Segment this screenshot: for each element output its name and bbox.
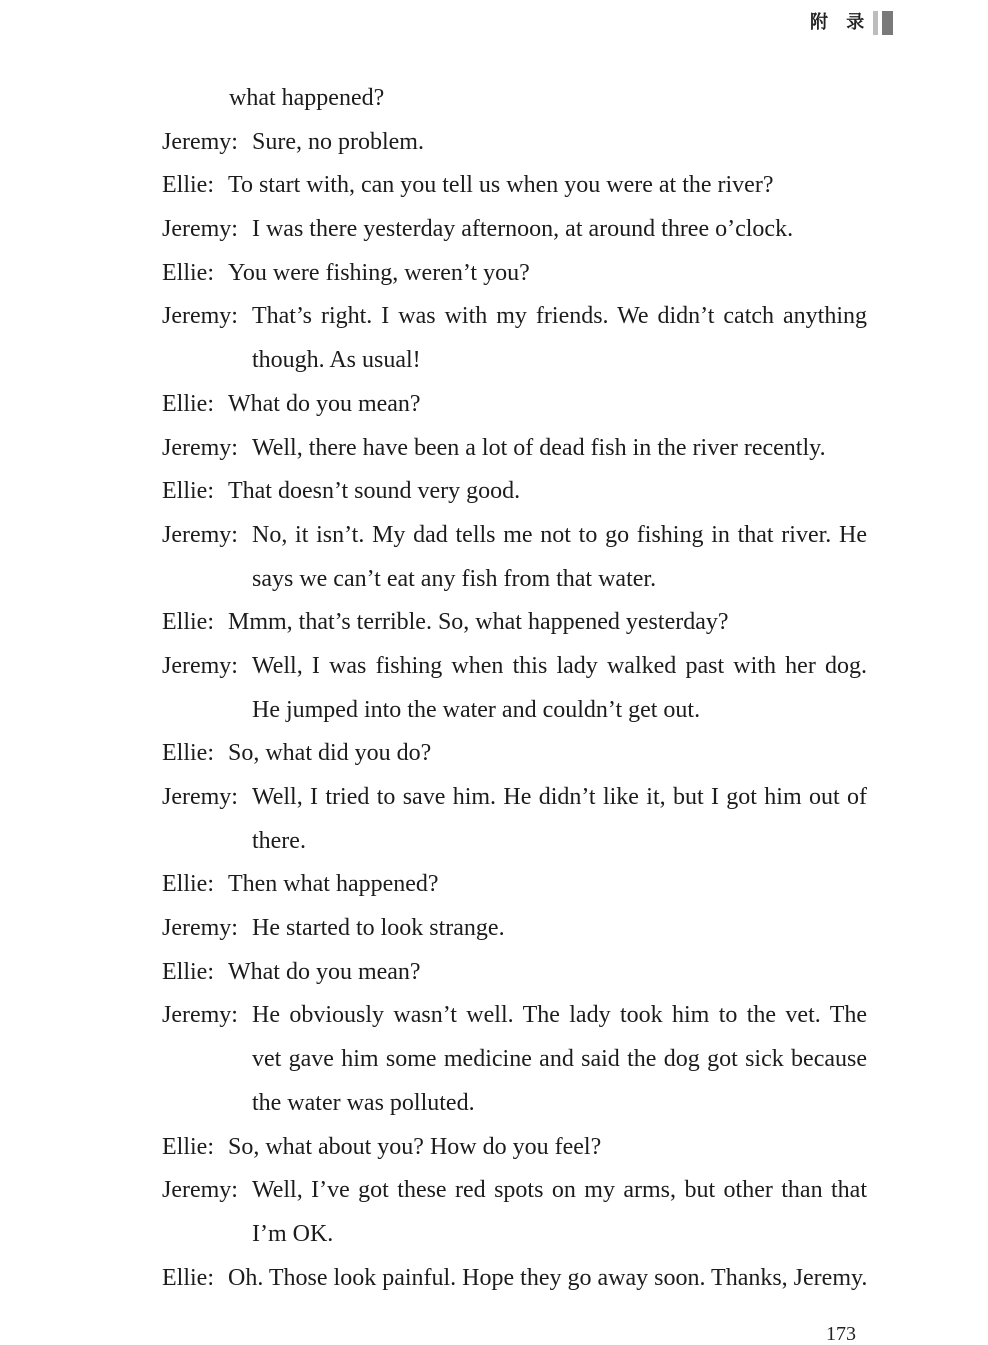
dialogue-turn — [162, 907, 867, 951]
speaker-label: Jeremy: — [162, 652, 238, 679]
dialogue-turn — [162, 601, 867, 645]
turn-text — [252, 121, 867, 165]
dialogue-line: Well, I was fishing when this lady walked past with her dog. — [251, 652, 867, 679]
speaker-label: Jeremy: — [162, 303, 238, 330]
dialogue-line: That’s right. I was with my friends. We didn’t catch anything — [251, 303, 867, 330]
turn-text — [252, 776, 867, 863]
speaker-label: Jeremy: — [162, 128, 238, 155]
dialogue-line: What do you mean? — [227, 390, 421, 417]
turn-text — [228, 470, 867, 514]
dialogue-line: That doesn’t sound very good. — [227, 478, 521, 505]
speaker-label: Jeremy: — [162, 1177, 238, 1204]
turn-text — [252, 427, 867, 471]
header-bar-light — [873, 11, 878, 35]
turn-text — [228, 1257, 867, 1301]
turn-text — [252, 994, 867, 1125]
dialogue-line: Well, there have been a lot of dead fish in the river recently. — [251, 434, 826, 461]
dialogue-turn — [162, 776, 867, 863]
dialogue-turn — [162, 427, 867, 471]
dialogue-turn — [162, 1126, 867, 1170]
turn-text — [252, 514, 867, 601]
continued-line: what happened? — [229, 85, 385, 111]
dialogue-turn — [162, 295, 867, 382]
dialogue-line: vet gave him some medicine and said the dog got sick because — [251, 1046, 867, 1073]
turn-text — [252, 645, 867, 732]
turn-text — [228, 732, 867, 776]
dialogue-line: To start with, can you tell us when you were at the river? — [227, 172, 774, 199]
dialogue-line: I was there yesterday afternoon, at around three o’clock. — [251, 216, 794, 243]
speaker-label: Ellie: — [162, 1264, 214, 1291]
turn-text — [228, 951, 867, 995]
turn-text — [228, 1126, 867, 1170]
speaker-label: Jeremy: — [162, 1002, 238, 1029]
dialogue-turn — [162, 732, 867, 776]
speaker-label: Ellie: — [162, 172, 214, 199]
dialogue-turn — [162, 121, 867, 165]
speaker-label: Jeremy: — [162, 216, 238, 243]
dialogue-line: Mmm, that’s terrible. So, what happened yesterday? — [227, 609, 729, 636]
section-header-label: 附 录 — [810, 12, 871, 33]
dialogue-turn — [162, 863, 867, 907]
speaker-label: Jeremy: — [162, 521, 238, 548]
speaker-label: Jeremy: — [162, 434, 238, 461]
dialogue-turn — [162, 951, 867, 995]
dialogue-line: He obviously wasn’t well. The lady took him to the vet. The — [251, 1002, 867, 1029]
turn-text — [228, 252, 867, 296]
dialogue-transcript — [162, 77, 867, 1300]
dialogue-line: though. As usual! — [251, 347, 421, 374]
speaker-label: Ellie: — [162, 609, 214, 636]
dialogue-line: What do you mean? — [227, 958, 421, 985]
turn-text — [228, 383, 867, 427]
turn-text — [228, 601, 867, 645]
header-bar-dark — [882, 11, 893, 35]
dialogue-line: You were fishing, weren’t you? — [227, 259, 530, 286]
speaker-label: Ellie: — [162, 958, 214, 985]
speaker-label: Ellie: — [162, 390, 214, 417]
speaker-label: Ellie: — [162, 740, 214, 767]
dialogue-line: He jumped into the water and couldn’t get out. — [251, 696, 701, 723]
speaker-label: Ellie: — [162, 871, 214, 898]
dialogue-turn — [162, 1169, 867, 1256]
dialogue-line: Oh. Those look painful. Hope they go away soon. Thanks, Jeremy. — [227, 1264, 867, 1291]
turn-text — [252, 295, 867, 382]
dialogue-line: So, what did you do? — [227, 740, 432, 767]
dialogue-line: He started to look strange. — [251, 915, 505, 942]
dialogue-turn — [162, 252, 867, 296]
turn-text — [252, 1169, 867, 1256]
speaker-label: Jeremy: — [162, 915, 238, 942]
speaker-label: Jeremy: — [162, 784, 238, 810]
dialogue-line: Then what happened? — [227, 871, 439, 898]
page-number: 173 — [826, 1323, 856, 1345]
turn-text — [252, 208, 867, 252]
speaker-label: Ellie: — [162, 478, 214, 505]
dialogue-line: Well, I’ve got these red spots on my arms, but other than that — [251, 1177, 867, 1204]
dialogue-line: the water was polluted. — [251, 1089, 475, 1116]
speaker-label: Ellie: — [162, 1133, 214, 1160]
dialogue-line: there. — [251, 827, 306, 854]
dialogue-line: Sure, no problem. — [251, 128, 424, 155]
dialogue-turn — [162, 1257, 867, 1301]
dialogue-line: I’m OK. — [251, 1220, 334, 1247]
dialogue-line: No, it isn’t. My dad tells me not to go fishing in that river. He — [251, 521, 867, 548]
turn-text — [252, 907, 867, 951]
dialogue-turn — [162, 514, 867, 601]
dialogue-turn — [162, 164, 867, 208]
speaker-label: Ellie: — [162, 259, 214, 286]
dialogue-line: Well, I tried to save him. He didn’t like it, but I got him out of — [251, 784, 867, 810]
dialogue-turn — [162, 994, 867, 1125]
turn-text — [228, 164, 867, 208]
dialogue-turn — [162, 383, 867, 427]
dialogue-line: So, what about you? How do you feel? — [227, 1133, 602, 1160]
dialogue-line: says we can’t eat any fish from that water. — [251, 565, 657, 592]
dialogue-turn — [162, 645, 867, 732]
dialogue-turn — [162, 208, 867, 252]
turn-text — [228, 863, 867, 907]
dialogue-turn — [162, 470, 867, 514]
